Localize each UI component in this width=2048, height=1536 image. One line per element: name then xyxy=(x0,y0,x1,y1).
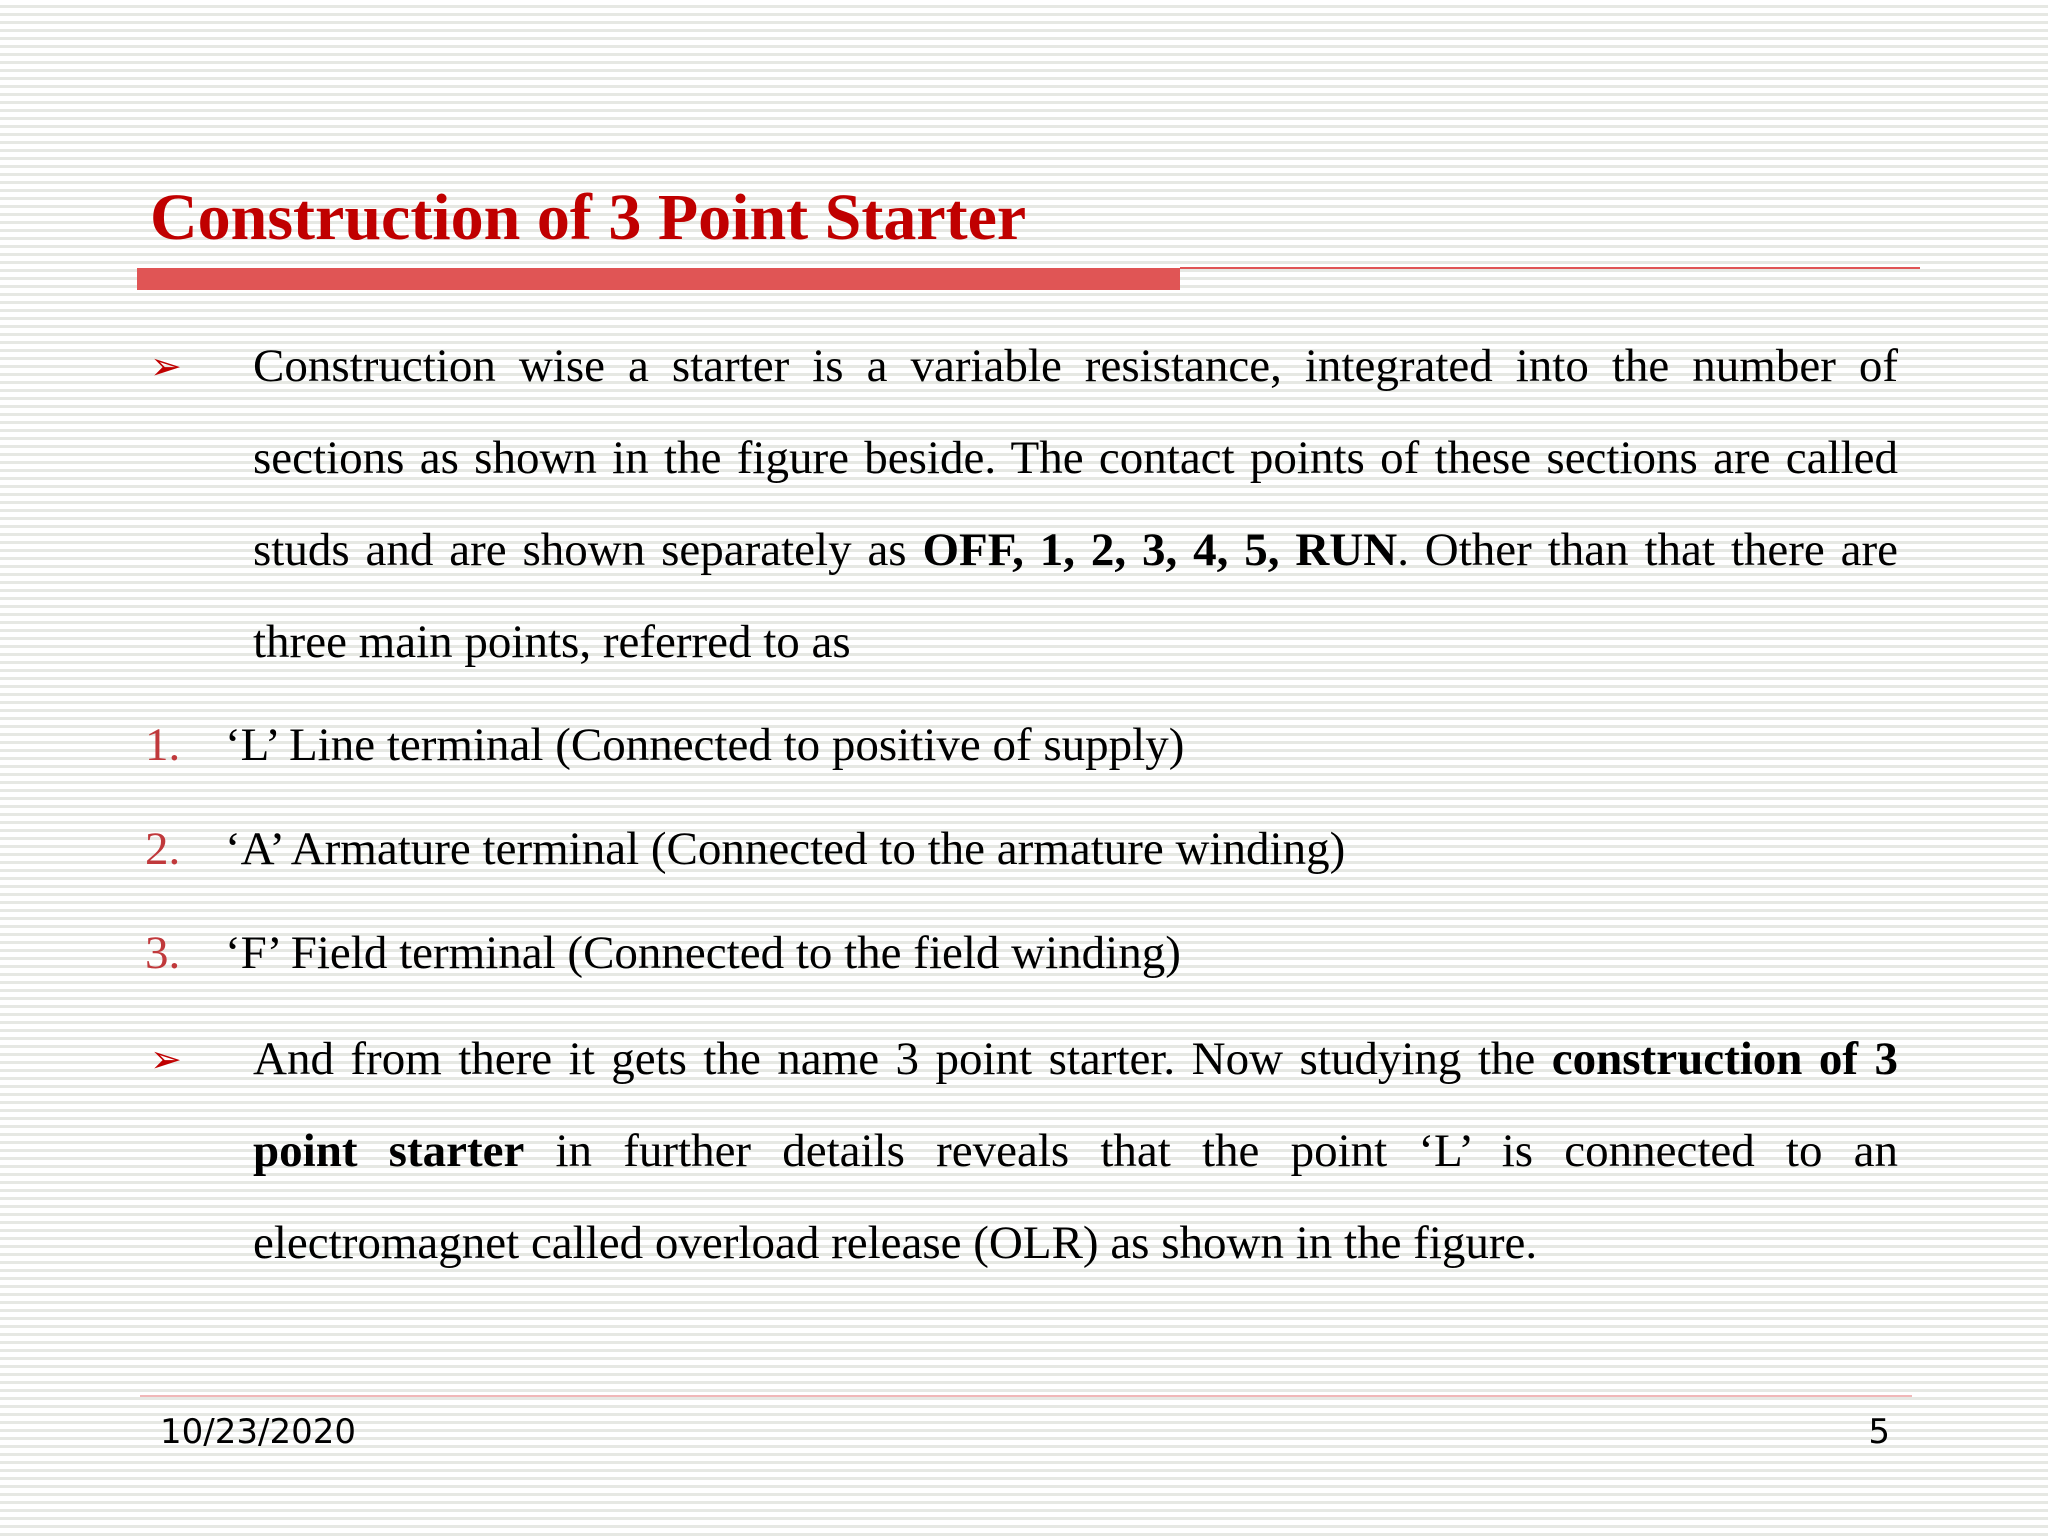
list-number: 2. xyxy=(145,823,181,875)
bullet-text-part: Construction wise a starter is a variable resistance, integrated into the number of sections as shown in the figure beside. The contact points of these sections are called studs and are shown separately as xyxy=(253,340,1898,576)
title-underline-bar xyxy=(137,268,1180,290)
arrow-bullet-icon: ➢ xyxy=(150,344,182,388)
list-number: 1. xyxy=(145,719,181,771)
list-item xyxy=(145,913,1905,1017)
list-item-text: ‘L’ Line terminal (Connected to positive of supply) xyxy=(225,719,1185,771)
terminal-list xyxy=(145,705,1905,1017)
footer-date: 10/23/2020 xyxy=(160,1412,356,1452)
footer-divider xyxy=(140,1395,1912,1397)
page-number: 5 xyxy=(1868,1412,1890,1452)
bullet-text xyxy=(253,1013,1898,1289)
slide-title: Construction of 3 Point Starter xyxy=(150,181,1027,254)
list-item-text: ‘A’ Armature terminal (Connected to the armature winding) xyxy=(225,823,1346,875)
bullet-bold-text: OFF, 1, 2, 3, 4, 5, RUN xyxy=(922,524,1398,576)
bullet-item-construction xyxy=(150,320,1898,688)
list-item xyxy=(145,705,1905,809)
bullet-text xyxy=(253,320,1898,688)
bullet-bold-text: construction of 3 point starter xyxy=(253,1033,1899,1177)
list-item-text: ‘F’ Field terminal (Connected to the field winding) xyxy=(225,927,1181,979)
arrow-bullet-icon: ➢ xyxy=(150,1037,182,1081)
bullet-text-part: And from there it gets the name 3 point starter. Now studying the xyxy=(253,1033,1552,1085)
list-item xyxy=(145,809,1905,913)
title-underline-rule xyxy=(1180,267,1920,269)
bullet-text-part: . Other than that there are three main points, referred to as xyxy=(253,524,1898,668)
bullet-text-part: in further details reveals that the point ‘L’ is connected to an electromagnet called overload release (OLR) as shown in the figure. xyxy=(253,1125,1898,1269)
bullet-item-olr xyxy=(150,1013,1898,1289)
list-number: 3. xyxy=(145,927,181,979)
